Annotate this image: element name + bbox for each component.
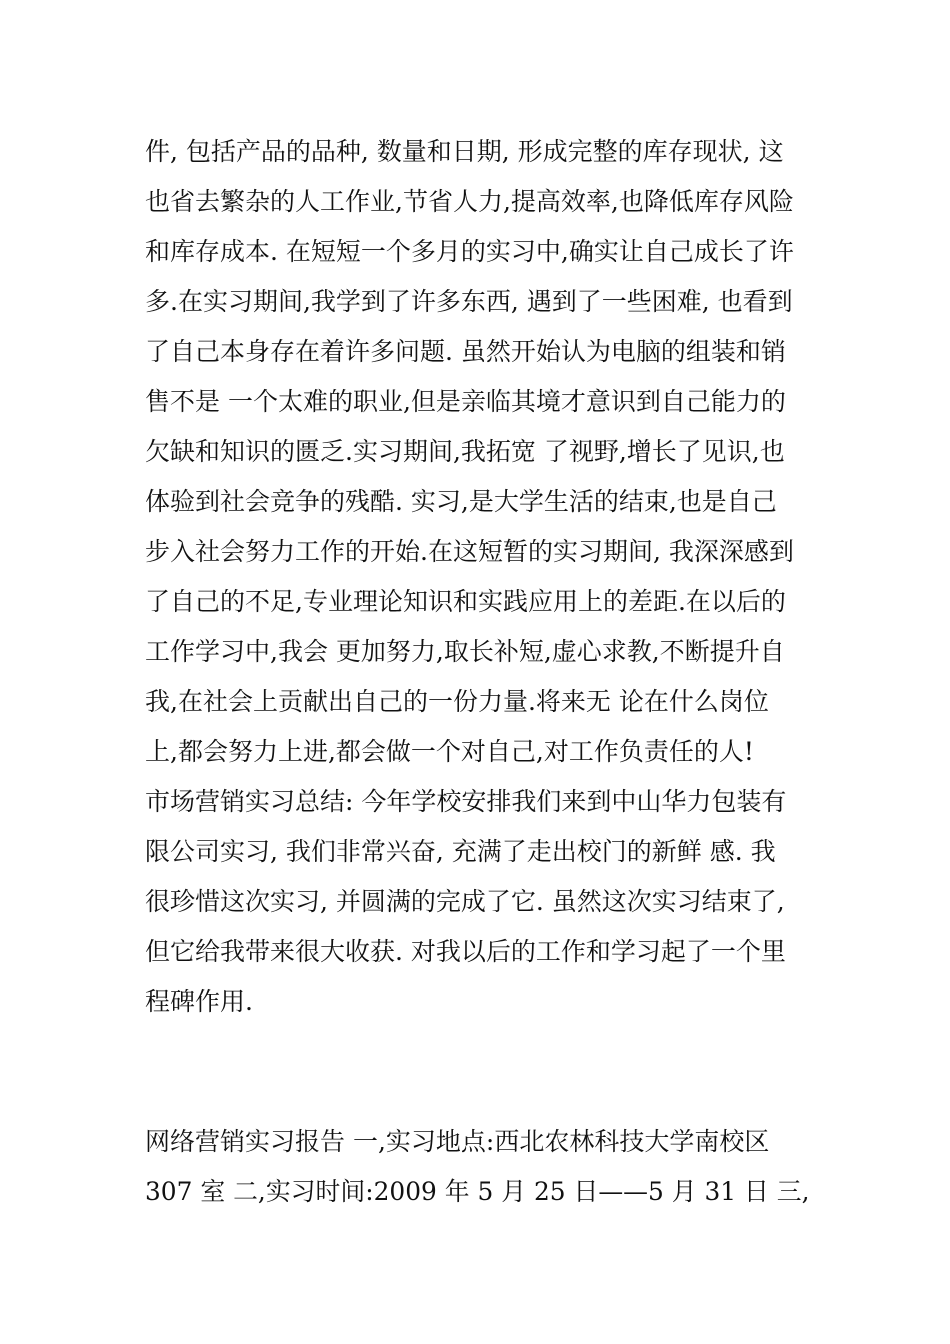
text-line: 步入社会努力工作的开始.在这短暂的实习期间, 我深深感到 xyxy=(145,537,794,566)
text-line: 程碑作用. xyxy=(145,987,253,1016)
text-line: 上,都会努力上进,都会做一个对自己,对工作负责任的人! xyxy=(145,737,754,766)
text-line: 和库存成本. 在短短一个多月的实习中,确实让自己成长了许 xyxy=(145,237,794,266)
text-line: 市场营销实习总结: 今年学校安排我们来到中山华力包装有 xyxy=(145,787,787,816)
text-line: 售不是 一个太难的职业,但是亲临其境才意识到自己能力的 xyxy=(145,387,786,416)
text-line: 网络营销实习报告 一,实习地点:西北农林科技大学南校区 xyxy=(145,1127,770,1156)
text-line: 限公司实习, 我们非常兴奋, 充满了走出校门的新鲜 感. 我 xyxy=(145,837,776,866)
text-line: 了自己本身存在着许多问题. 虽然开始认为电脑的组装和销 xyxy=(145,337,786,366)
text-line: 307 室 二,实习时间:2009 年 5 月 25 日——5 月 31 日 三, xyxy=(145,1177,810,1206)
text-line: 也省去繁杂的人工作业,节省人力,提高效率,也降低库存风险 xyxy=(145,187,794,216)
text-line: 体验到社会竞争的残酷. 实习,是大学生活的结束,也是自己 xyxy=(145,487,777,516)
text-line: 很珍惜这次实习, 并圆满的完成了它. 虽然这次实习结束了, xyxy=(145,887,785,916)
text-line: 但它给我带来很大收获. 对我以后的工作和学习起了一个里 xyxy=(145,937,786,966)
paragraph-block-network-marketing-report xyxy=(145,1117,810,1217)
text-line: 多.在实习期间,我学到了许多东西, 遇到了一些困难, 也看到 xyxy=(145,287,793,316)
text-line: 件, 包括产品的品种, 数量和日期, 形成完整的库存现状, 这 xyxy=(145,137,784,166)
text-line: 了自己的不足,专业理论知识和实践应用上的差距.在以后的 xyxy=(145,587,786,616)
text-line: 我,在社会上贡献出自己的一份力量.将来无 论在什么岗位 xyxy=(145,687,769,716)
text-line: 欠缺和知识的匮乏.实习期间,我拓宽 了视野,增长了见识,也 xyxy=(145,437,785,466)
text-line: 工作学习中,我会 更加努力,取长补短,虚心求教,不断提升自 xyxy=(145,637,785,666)
paragraph-block-internship-summary xyxy=(145,127,810,1027)
